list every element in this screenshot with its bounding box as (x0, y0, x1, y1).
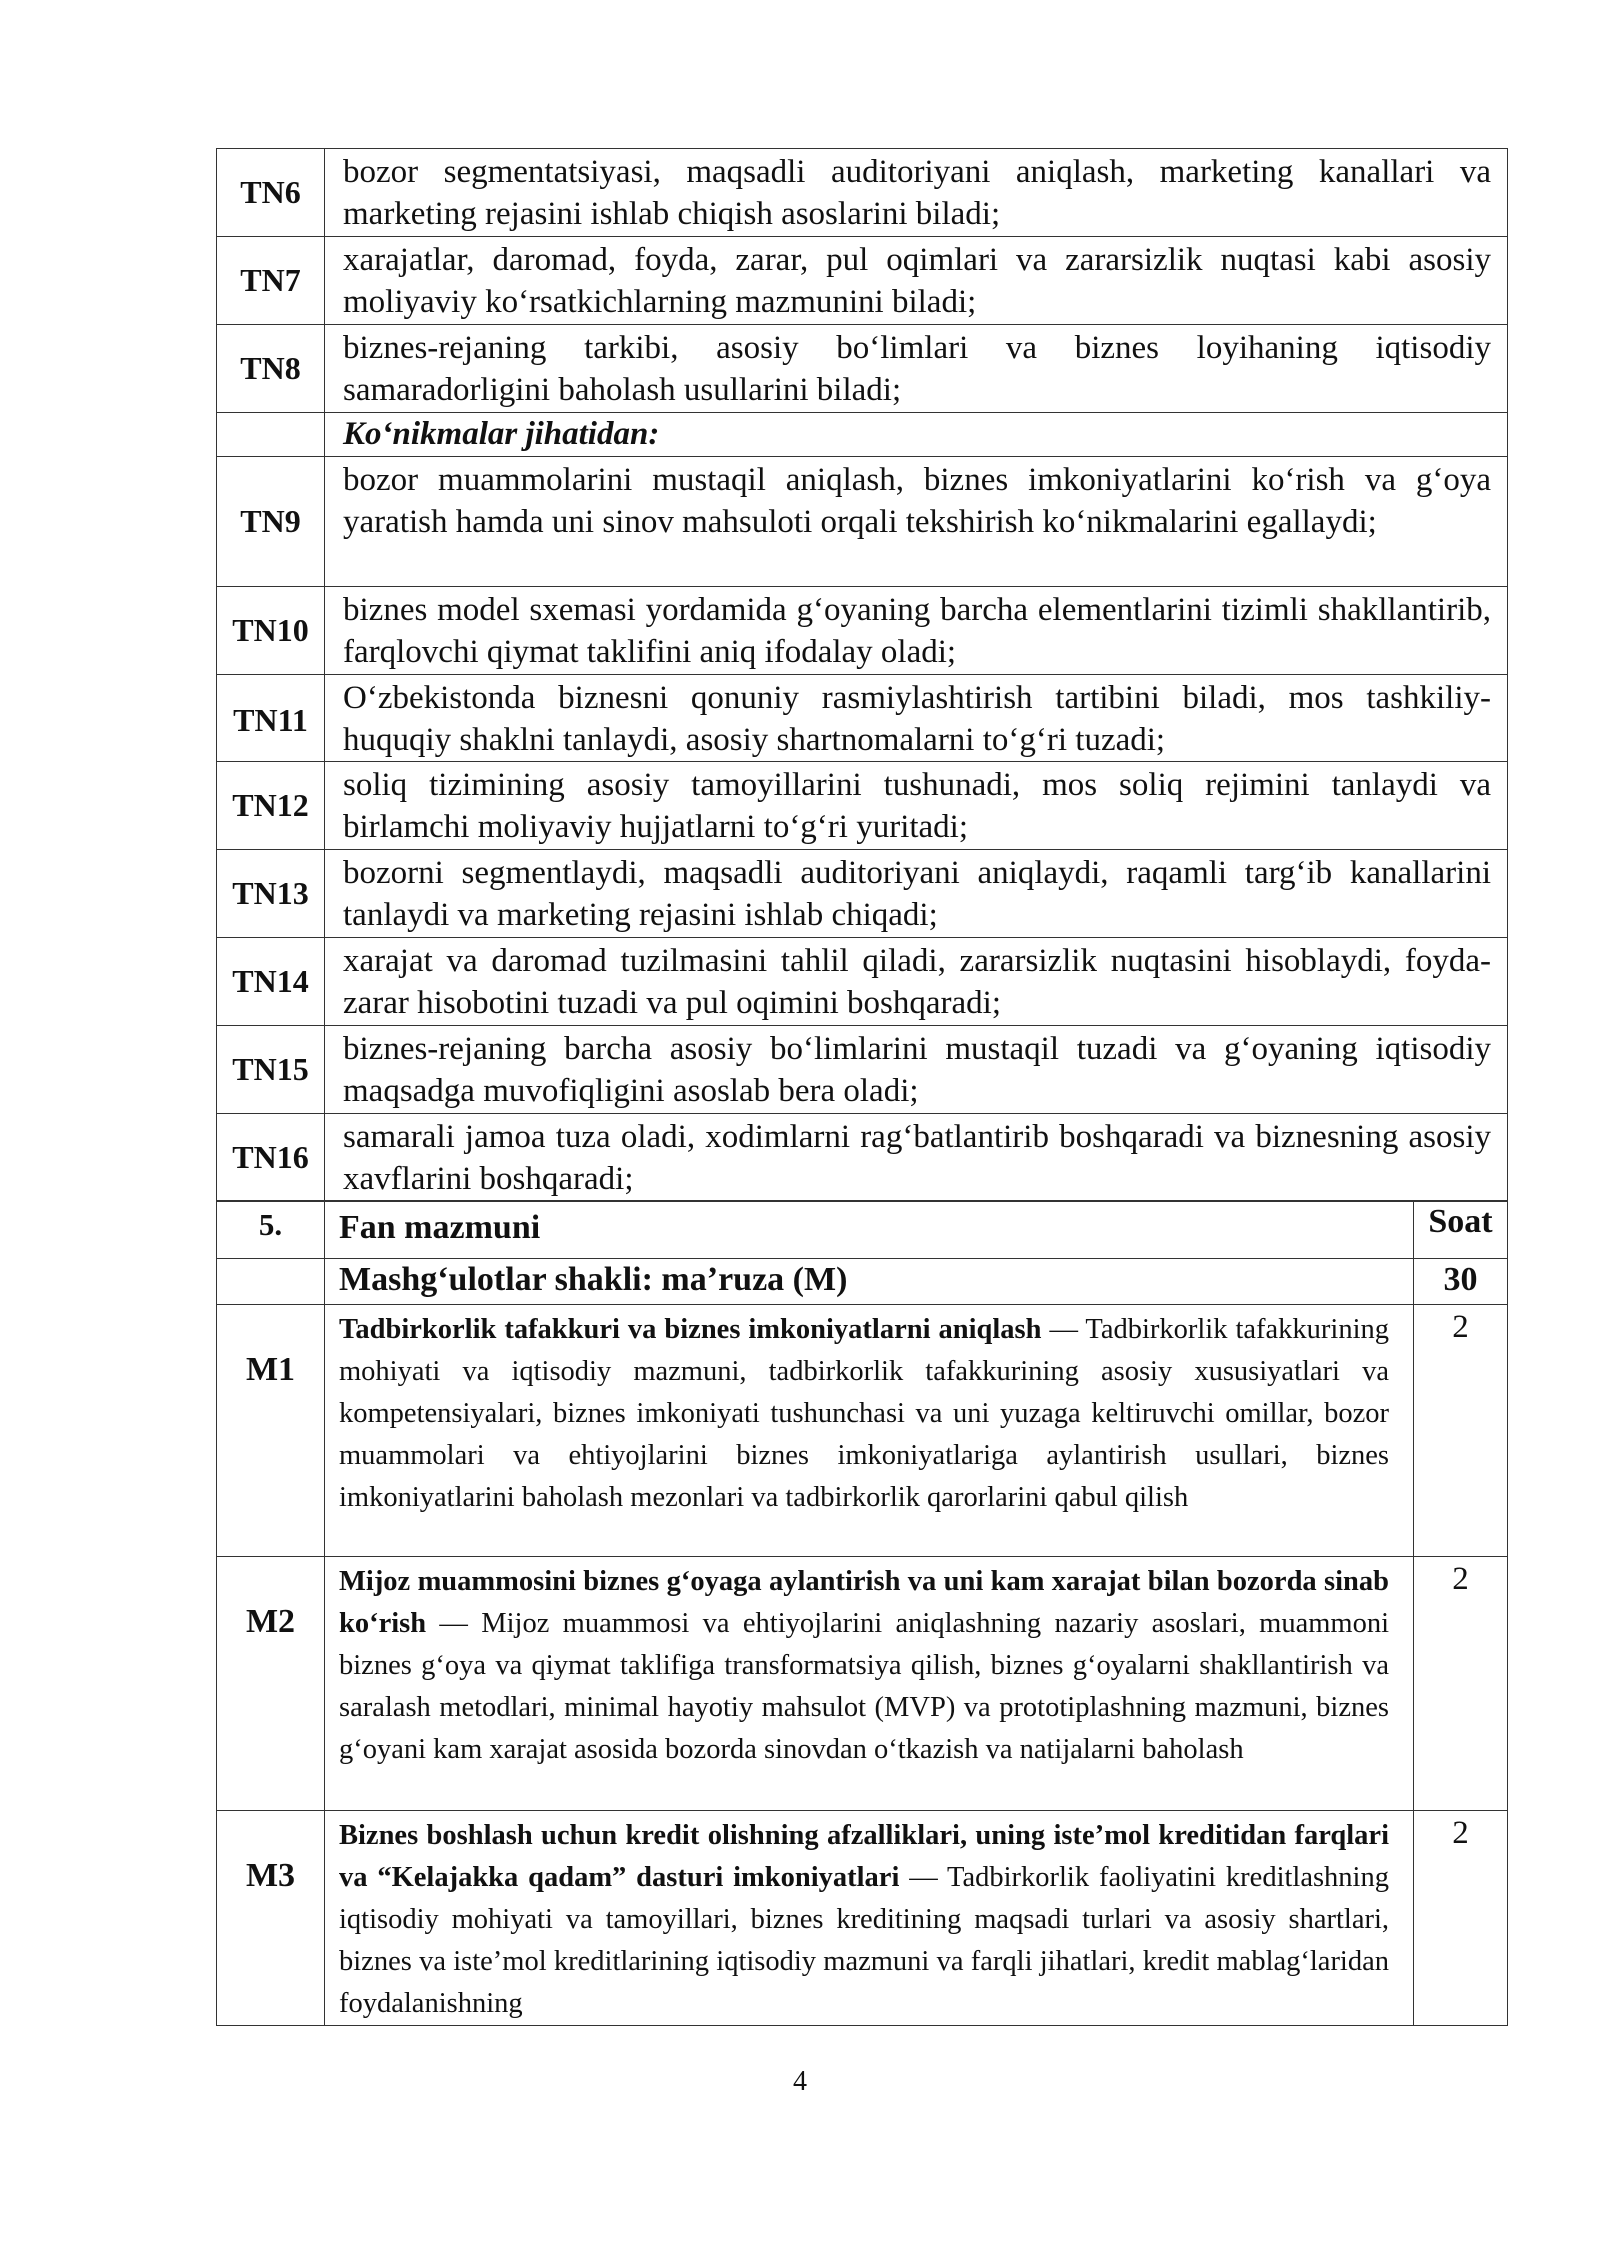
lecture-dash: — (426, 1608, 482, 1639)
skill-code: TN11 (217, 675, 325, 762)
lesson-form-label: Mashgʻulotlar shakli: maʼruza (M) (325, 1259, 1414, 1305)
lecture-hours: 2 (1414, 1557, 1508, 1811)
outcome-code: TN8 (217, 325, 325, 413)
table-row (217, 325, 1508, 413)
lecture-code: M2 (217, 1557, 325, 1811)
skill-code: TN12 (217, 762, 325, 850)
page-number: 4 (793, 2066, 807, 2097)
table-row (217, 1811, 1508, 2026)
skill-code: TN9 (217, 457, 325, 587)
section-title: Fan mazmuni (325, 1201, 1414, 1259)
lecture-title: Tadbirkorlik tafakkuri va biznes imkoniyatlarni aniqlash (339, 1314, 1042, 1345)
skills-heading: Koʻnikmalar jihatidan: (325, 413, 1508, 457)
skill-text: samarali jamoa tuza oladi, xodimlarni ragʻbatlantirib boshqaradi va biznesning asosiy xavflarini boshqaradi; (325, 1114, 1508, 1202)
skill-text: biznes model sxemasi yordamida gʻoyaning barcha elementlarini tizimli shakllantirib, farqlovchi qiymat taklifini aniq ifodalay oladi; (325, 587, 1508, 675)
table-row (217, 149, 1508, 237)
table-row (217, 938, 1508, 1026)
lecture-body: Tadbirkorlik tafakkurining mohiyati va iqtisodiy mazmuni, tadbirkorlik tafakkurining asosiy xususiyatlari va kompetensiyalari, biznes imkoniyati tushunchasi va uni yuzaga keltiruvchi omillar, bozor muammolari va ehtiyojlarini biznes imkoniyatlariga aylantirish usullari, biznes imkoniyatlarini baholash mezonlari va tadbirkorlik qarorlarini qabul qilish (339, 1314, 1389, 1513)
empty-cell (217, 413, 325, 457)
outcome-text: xarajatlar, daromad, foyda, zarar, pul oqimlari va zararsizlik nuqtasi kabi asosiy moliyaviy koʻrsatkichlarning mazmunini biladi; (325, 237, 1508, 325)
skill-text: bozorni segmentlaydi, maqsadli auditoriyani aniqlaydi, raqamli targʻib kanallarini tanlaydi va marketing rejasini ishlab chiqadi; (325, 850, 1508, 938)
lecture-title: Biznes boshlash uchun kredit olishning afzalliklari, uning isteʼmol kreditidan farqlari va “Kelajakka qadam” dasturi imkoniyatlari (339, 1820, 1389, 1893)
table-row (217, 1259, 1508, 1305)
skill-code: TN14 (217, 938, 325, 1026)
section-number: 5. (217, 1201, 325, 1259)
lesson-form-hours: 30 (1414, 1259, 1508, 1305)
lecture-dash: — (1041, 1314, 1086, 1345)
skill-text: xarajat va daromad tuzilmasini tahlil qiladi, zararsizlik nuqtasini hisoblaydi, foyda-zarar hisobotini tuzadi va pul oqimini boshqaradi; (325, 938, 1508, 1026)
skill-code: TN16 (217, 1114, 325, 1202)
lecture-code: M3 (217, 1811, 325, 2026)
table-row (217, 457, 1508, 587)
skill-text: biznes-rejaning barcha asosiy boʻlimlarini mustaqil tuzadi va gʻoyaning iqtisodiy maqsadga muvofiqligini asoslab bera oladi; (325, 1026, 1508, 1114)
lecture-description (325, 1811, 1414, 2026)
table-row (217, 675, 1508, 762)
empty-cell (217, 1259, 325, 1305)
hours-header: Soat (1414, 1201, 1508, 1259)
outcome-text: biznes-rejaning tarkibi, asosiy boʻlimlari va biznes loyihaning iqtisodiy samaradorligini baholash usullarini biladi; (325, 325, 1508, 413)
outcome-code: TN7 (217, 237, 325, 325)
lecture-description (325, 1305, 1414, 1557)
table-row (217, 1026, 1508, 1114)
table-row (217, 1114, 1508, 1202)
skill-code: TN15 (217, 1026, 325, 1114)
lecture-dash: — (899, 1862, 948, 1893)
skill-text: soliq tizimining asosiy tamoyillarini tushunadi, mos soliq rejimini tanlaydi va birlamchi moliyaviy hujjatlarni toʻgʻri yuritadi; (325, 762, 1508, 850)
lecture-code: M1 (217, 1305, 325, 1557)
course-content-table (216, 1200, 1508, 2026)
table-row (217, 850, 1508, 938)
lecture-hours: 2 (1414, 1305, 1508, 1557)
lecture-description (325, 1557, 1414, 1811)
table-header-row (217, 1201, 1508, 1259)
lecture-body: Tadbirkorlik faoliyatini kreditlashning iqtisodiy mohiyati va tamoyillari, biznes kreditining maqsadi turlari va asosiy shartlari, biznes va isteʼmol kreditlarining iqtisodiy mazmuni va farqli jihatlari, kredit mablagʻlaridan foydalanishning (339, 1862, 1389, 2019)
table-row (217, 237, 1508, 325)
skill-text: bozor muammolarini mustaqil aniqlash, biznes imkoniyatlarini koʻrish va gʻoya yaratish hamda uni sinov mahsuloti orqali tekshirish koʻnikmalarini egallaydi; (325, 457, 1508, 587)
lecture-hours: 2 (1414, 1811, 1508, 2026)
outcome-code: TN6 (217, 149, 325, 237)
lecture-body: Mijoz muammosi va ehtiyojlarini aniqlashning nazariy asoslari, muammoni biznes gʻoya va qiymat taklifiga transformatsiya qilish, biznes gʻoyalarni shakllantirish va saralash metodlari, minimal hayotiy mahsulot (MVP) va prototiplashning mazmuni, biznes gʻoyani kam xarajat asosida bozorda sinovdan oʻtkazish va natijalarni baholash (339, 1608, 1389, 1765)
skill-code: TN10 (217, 587, 325, 675)
outcome-text: bozor segmentatsiyasi, maqsadli auditoriyani aniqlash, marketing kanallari va marketing rejasini ishlab chiqish asoslarini biladi; (325, 149, 1508, 237)
table-row (217, 1305, 1508, 1557)
skill-code: TN13 (217, 850, 325, 938)
table-row (217, 1557, 1508, 1811)
table-row (217, 587, 1508, 675)
learning-outcomes-table (216, 148, 1508, 1202)
table-row (217, 413, 1508, 457)
lecture-title: Mijoz muammosini biznes gʻoyaga aylantirish va uni kam xarajat bilan bozorda sinab koʻrish (339, 1566, 1389, 1639)
skill-text: Oʻzbekistonda biznesni qonuniy rasmiylashtirish tartibini biladi, mos tashkiliy-huquqiy shaklni tanlaydi, asosiy shartnomalarni toʻgʻri tuzadi; (325, 675, 1508, 762)
table-row (217, 762, 1508, 850)
